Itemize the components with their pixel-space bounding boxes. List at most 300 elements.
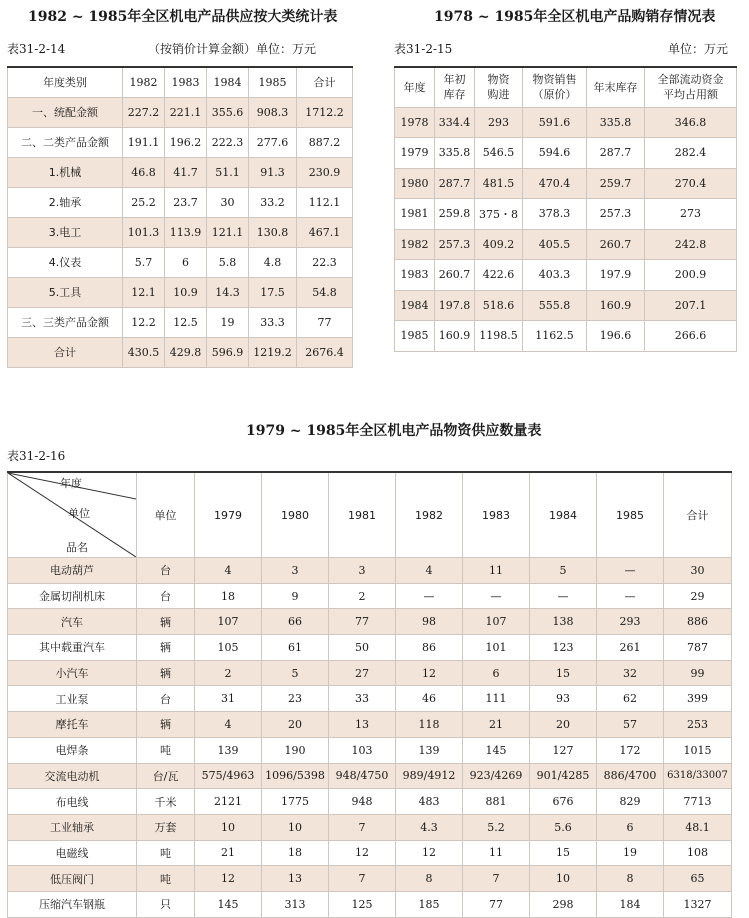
table-16-header-cell: 1983 — [463, 472, 530, 558]
table-14-cell: 1712.2 — [297, 97, 353, 127]
table-16-cell: 77 — [463, 891, 530, 917]
table-14-row-label: 二、二类产品金额 — [8, 127, 123, 157]
table-row — [8, 660, 732, 686]
table-14-cell: 222.3 — [207, 127, 249, 157]
table-16-header-cell: 合计 — [664, 472, 732, 558]
table-row — [8, 635, 732, 661]
table-16-cell: 145 — [463, 737, 530, 763]
table-15-year: 1980 — [395, 168, 435, 199]
table-16-cell: 1775 — [262, 789, 329, 815]
table-row — [8, 789, 732, 815]
table-16-cell: 31 — [195, 686, 262, 712]
table-14-cell: 121.1 — [207, 217, 249, 247]
table-row — [8, 187, 353, 217]
table-15-cell: 197.9 — [587, 260, 645, 291]
table-14-cell: 230.9 — [297, 157, 353, 187]
table-15-cell: 293 — [475, 107, 523, 138]
table-16-item-name: 工业轴承 — [8, 814, 137, 840]
table-16-cell: 10 — [195, 814, 262, 840]
table-16-cell: 3 — [329, 558, 396, 584]
table-16-cell: 101 — [463, 635, 530, 661]
table-15-cell: 378.3 — [523, 199, 587, 230]
table-15-cell: 481.5 — [475, 168, 523, 199]
table-16-cell: 5.2 — [463, 814, 530, 840]
corner-year-label: 年度 — [60, 477, 82, 490]
table-15-cell: 242.8 — [645, 229, 737, 260]
table-16 — [7, 471, 732, 918]
table-15-year: 1979 — [395, 138, 435, 169]
table-14-row-label: 4.仪表 — [8, 247, 123, 277]
table-row — [8, 217, 353, 247]
table-14-cell: 2676.4 — [297, 337, 353, 367]
table-14-cell: 467.1 — [297, 217, 353, 247]
table-16-cell: 123 — [530, 635, 597, 661]
table-16-cell: 787 — [664, 635, 732, 661]
table-row — [8, 840, 732, 866]
table-16-cell: 10 — [262, 814, 329, 840]
table-16-cell: — — [597, 558, 664, 584]
table-14-row-label: 合计 — [8, 337, 123, 367]
table-15-header-line: （原价） — [532, 88, 577, 102]
table-16-header-cell: 1985 — [597, 472, 664, 558]
table-15-cell: 334.4 — [435, 107, 475, 138]
table-15-header-line: 平均占用额 — [663, 88, 718, 102]
table-16-cell: 15 — [530, 660, 597, 686]
table-16-cell: 48.1 — [664, 814, 732, 840]
table-16-cell: — — [530, 583, 597, 609]
table-14-cell: 908.3 — [249, 97, 297, 127]
table-16-unit: 吨 — [137, 737, 195, 763]
table-14-cell: 5.7 — [123, 247, 165, 277]
table-row — [8, 277, 353, 307]
table-15-cell: 1162.5 — [523, 321, 587, 352]
table-15-unit-note: 单位：万元 — [668, 42, 729, 56]
table-16-unit: 台 — [137, 686, 195, 712]
table-16-cell: 107 — [195, 609, 262, 635]
table-14-cell: 41.7 — [165, 157, 207, 187]
table-16-cell: 4 — [396, 558, 463, 584]
table-16-cell: 886 — [664, 609, 732, 635]
table-row — [8, 737, 732, 763]
table-16-unit: 万套 — [137, 814, 195, 840]
table-row — [8, 814, 732, 840]
table-16-cell: 99 — [664, 660, 732, 686]
table-15-year: 1985 — [395, 321, 435, 352]
table-16-unit: 辆 — [137, 635, 195, 661]
table-15-cell: 260.7 — [587, 229, 645, 260]
table-row — [395, 229, 737, 260]
table-16-cell: 15 — [530, 840, 597, 866]
table-16-cell: — — [463, 583, 530, 609]
table-16-cell: 21 — [463, 712, 530, 738]
table-16-unit: 千米 — [137, 789, 195, 815]
table-16-corner-cell — [8, 472, 137, 558]
table-16-cell: 13 — [262, 866, 329, 892]
table-16-cell: 105 — [195, 635, 262, 661]
table-row — [395, 260, 737, 291]
table-16-cell: 6318/33007 — [664, 763, 732, 789]
table-16-unit: 吨 — [137, 840, 195, 866]
table-14-cell: 5.8 — [207, 247, 249, 277]
table-16-cell: 145 — [195, 891, 262, 917]
table-15-header-line: 物资销售 — [532, 73, 577, 87]
table-16-cell: 29 — [664, 583, 732, 609]
table-16-item-name: 其中载重汽车 — [8, 635, 137, 661]
table-16-item-name: 低压阀门 — [8, 866, 137, 892]
table-16-cell: 575/4963 — [195, 763, 262, 789]
table-16-title: 1979 ~ 1985年全区机电产品物资供应数量表 — [246, 423, 542, 439]
table-16-cell: 46 — [396, 686, 463, 712]
table-15-cell: 546.5 — [475, 138, 523, 169]
table-16-cell: — — [396, 583, 463, 609]
table-16-cell: 901/4285 — [530, 763, 597, 789]
table-16-cell: 30 — [664, 558, 732, 584]
table-row — [8, 866, 732, 892]
table-14-cell: 101.3 — [123, 217, 165, 247]
table-14-code: 表31-2-14 — [7, 42, 66, 56]
table-14-cell: 30 — [207, 187, 249, 217]
table-16-cell: — — [597, 583, 664, 609]
table-16-cell: 103 — [329, 737, 396, 763]
table-16-cell: 11 — [463, 840, 530, 866]
table-16-item-name: 金属切削机床 — [8, 583, 137, 609]
table-16-cell: 20 — [262, 712, 329, 738]
table-16-unit: 吨 — [137, 866, 195, 892]
table-16-cell: 57 — [597, 712, 664, 738]
table-14-row-label: 3.电工 — [8, 217, 123, 247]
table-16-cell: 4 — [195, 558, 262, 584]
table-16-header-row — [8, 472, 732, 558]
table-15-cell: 470.4 — [523, 168, 587, 199]
table-15-cell: 197.8 — [435, 290, 475, 321]
table-16-header-cell: 1979 — [195, 472, 262, 558]
table-15-cell: 1198.5 — [475, 321, 523, 352]
table-15-cell: 335.8 — [587, 107, 645, 138]
table-15-cell: 196.6 — [587, 321, 645, 352]
table-14-cell: 25.2 — [123, 187, 165, 217]
table-14-cell: 14.3 — [207, 277, 249, 307]
table-16-cell: 886/4700 — [597, 763, 664, 789]
table-15-cell: 207.1 — [645, 290, 737, 321]
table-16-item-name: 摩托车 — [8, 712, 137, 738]
table-16-cell: 1096/5398 — [262, 763, 329, 789]
table-16-cell: 5.6 — [530, 814, 597, 840]
table-16-item-name: 工业泵 — [8, 686, 137, 712]
table-15-cell: 273 — [645, 199, 737, 230]
table-16-cell: 7 — [329, 866, 396, 892]
table-row — [8, 307, 353, 337]
table-16-cell: 50 — [329, 635, 396, 661]
table-14-row-label: 5.工具 — [8, 277, 123, 307]
table-16-header-cell: 1982 — [396, 472, 463, 558]
table-14-cell: 22.3 — [297, 247, 353, 277]
table-16-cell: 12 — [396, 660, 463, 686]
table-14-cell: 54.8 — [297, 277, 353, 307]
table-16-cell: 8 — [396, 866, 463, 892]
table-16-unit: 辆 — [137, 660, 195, 686]
table-15-header-line: 物资 — [487, 73, 510, 87]
table-row — [8, 583, 732, 609]
table-16-cell: 21 — [195, 840, 262, 866]
table-14-cell: 51.1 — [207, 157, 249, 187]
table-16-unit: 台 — [137, 558, 195, 584]
table-16-cell: 293 — [597, 609, 664, 635]
table-16-cell: 93 — [530, 686, 597, 712]
table-16-cell: 6 — [463, 660, 530, 686]
table-16-cell: 253 — [664, 712, 732, 738]
table-16-unit: 台 — [137, 583, 195, 609]
table-16-cell: 108 — [664, 840, 732, 866]
table-14-cell: 19 — [207, 307, 249, 337]
table-16-cell: 139 — [396, 737, 463, 763]
table-16-item-name: 压缩汽车钢瓶 — [8, 891, 137, 917]
table-14-unit-note: （按销价计算金额）单位：万元 — [148, 42, 317, 56]
table-14-cell: 12.1 — [123, 277, 165, 307]
table-row — [8, 558, 732, 584]
table-15-header-cell — [587, 67, 645, 107]
table-16-cell: 7 — [463, 866, 530, 892]
table-15-cell: 335.8 — [435, 138, 475, 169]
table-14-cell: 33.2 — [249, 187, 297, 217]
table-row — [395, 199, 737, 230]
table-14-cell: 429.8 — [165, 337, 207, 367]
table-15-title: 1978 ~ 1985年全区机电产品购销存情况表 — [434, 9, 716, 25]
table-14-row-label: 一、统配金额 — [8, 97, 123, 127]
table-15-cell: 259.7 — [587, 168, 645, 199]
table-16-cell: 923/4269 — [463, 763, 530, 789]
table-16-cell: 12 — [329, 840, 396, 866]
table-16-cell: 1327 — [664, 891, 732, 917]
table-16-header-cell: 1981 — [329, 472, 396, 558]
table-16-cell: 18 — [195, 583, 262, 609]
table-15-cell: 403.3 — [523, 260, 587, 291]
table-15-header-cell — [645, 67, 737, 107]
table-15-cell: 282.4 — [645, 138, 737, 169]
table-14-header-cell: 1982 — [123, 67, 165, 97]
table-14-cell: 596.9 — [207, 337, 249, 367]
table-16-cell: 33 — [329, 686, 396, 712]
table-15-year: 1983 — [395, 260, 435, 291]
table-14-cell: 77 — [297, 307, 353, 337]
table-15-header-line: 年初 — [443, 73, 466, 87]
table-15-cell: 260.7 — [435, 260, 475, 291]
table-16-cell: 9 — [262, 583, 329, 609]
table-15-cell: 270.4 — [645, 168, 737, 199]
table-14-cell: 887.2 — [297, 127, 353, 157]
table-15-cell: 266.6 — [645, 321, 737, 352]
table-15-year: 1978 — [395, 107, 435, 138]
table-14-cell: 191.1 — [123, 127, 165, 157]
table-row — [8, 337, 353, 367]
table-14-cell: 4.8 — [249, 247, 297, 277]
table-15-header-row — [395, 67, 737, 107]
table-15-header-line: 购进 — [487, 88, 510, 102]
table-15-header-line: 年末库存 — [593, 80, 638, 94]
table-16-header-cell: 1984 — [530, 472, 597, 558]
table-16-cell: 6 — [597, 814, 664, 840]
table-16-cell: 948 — [329, 789, 396, 815]
table-16-item-name: 小汽车 — [8, 660, 137, 686]
table-14-header-cell: 年度类别 — [8, 67, 123, 97]
table-16-cell: 111 — [463, 686, 530, 712]
corner-unit-label: 单位 — [68, 507, 90, 520]
table-16-cell: 261 — [597, 635, 664, 661]
table-14-cell: 196.2 — [165, 127, 207, 157]
table-15-cell: 287.7 — [435, 168, 475, 199]
table-row — [395, 138, 737, 169]
table-14-cell: 33.3 — [249, 307, 297, 337]
table-16-cell: 172 — [597, 737, 664, 763]
table-16-cell: 7 — [329, 814, 396, 840]
table-15-cell: 405.5 — [523, 229, 587, 260]
table-16-cell: 989/4912 — [396, 763, 463, 789]
table-14-cell: 6 — [165, 247, 207, 277]
table-16-unit: 辆 — [137, 609, 195, 635]
table-14-header-row — [8, 67, 353, 97]
table-16-cell: 2 — [329, 583, 396, 609]
table-16-cell: 61 — [262, 635, 329, 661]
table-16-cell: 12 — [195, 866, 262, 892]
table-16-cell: 107 — [463, 609, 530, 635]
table-15-cell: 422.6 — [475, 260, 523, 291]
table-15-cell: 555.8 — [523, 290, 587, 321]
table-16-cell: 23 — [262, 686, 329, 712]
table-16-item-name: 电磁线 — [8, 840, 137, 866]
table-16-cell: 881 — [463, 789, 530, 815]
table-15-cell: 200.9 — [645, 260, 737, 291]
table-15-header-cell — [435, 67, 475, 107]
table-16-cell: 62 — [597, 686, 664, 712]
table-15 — [394, 66, 737, 352]
table-15-header-line: 库存 — [443, 88, 466, 102]
table-16-cell: 13 — [329, 712, 396, 738]
corner-diagonal — [8, 473, 136, 557]
table-16-cell: 5 — [530, 558, 597, 584]
table-16-cell: 298 — [530, 891, 597, 917]
table-16-cell: 399 — [664, 686, 732, 712]
table-14-cell: 355.6 — [207, 97, 249, 127]
table-14 — [7, 66, 353, 368]
table-15-cell: 160.9 — [587, 290, 645, 321]
table-16-cell: 138 — [530, 609, 597, 635]
table-row — [8, 97, 353, 127]
table-16-unit: 只 — [137, 891, 195, 917]
table-14-row-label: 三、三类产品金额 — [8, 307, 123, 337]
table-row — [8, 891, 732, 917]
table-14-row-label: 1.机械 — [8, 157, 123, 187]
table-15-cell: 591.6 — [523, 107, 587, 138]
table-15-year: 1984 — [395, 290, 435, 321]
table-14-cell: 12.2 — [123, 307, 165, 337]
table-15-cell: 257.3 — [587, 199, 645, 230]
table-16-cell: 12 — [396, 840, 463, 866]
table-15-cell: 160.9 — [435, 321, 475, 352]
table-15-cell: 346.8 — [645, 107, 737, 138]
table-row — [395, 290, 737, 321]
table-15-cell: 259.8 — [435, 199, 475, 230]
table-16-cell: 139 — [195, 737, 262, 763]
table-16-cell: 676 — [530, 789, 597, 815]
table-14-cell: 23.7 — [165, 187, 207, 217]
table-15-cell: 409.2 — [475, 229, 523, 260]
table-16-cell: 32 — [597, 660, 664, 686]
table-15-cell: 257.3 — [435, 229, 475, 260]
table-16-cell: 86 — [396, 635, 463, 661]
table-14-title: 1982 ~ 1985年全区机电产品供应按大类统计表 — [28, 9, 338, 25]
table-14-cell: 10.9 — [165, 277, 207, 307]
table-16-cell: 65 — [664, 866, 732, 892]
table-14-cell: 221.1 — [165, 97, 207, 127]
table-14-cell: 130.8 — [249, 217, 297, 247]
table-15-header-cell — [475, 67, 523, 107]
table-16-cell: 10 — [530, 866, 597, 892]
table-15-header-cell — [523, 67, 587, 107]
table-14-cell: 227.2 — [123, 97, 165, 127]
table-15-year: 1982 — [395, 229, 435, 260]
table-14-cell: 277.6 — [249, 127, 297, 157]
table-16-item-name: 电动葫芦 — [8, 558, 137, 584]
table-16-cell: 5 — [262, 660, 329, 686]
table-16-cell: 4 — [195, 712, 262, 738]
table-16-item-name: 布电线 — [8, 789, 137, 815]
table-14-cell: 12.5 — [165, 307, 207, 337]
table-14-row-label: 2.轴承 — [8, 187, 123, 217]
table-16-cell: 27 — [329, 660, 396, 686]
table-15-cell: 518.6 — [475, 290, 523, 321]
table-16-item-name: 电焊条 — [8, 737, 137, 763]
table-16-cell: 7713 — [664, 789, 732, 815]
table-14-cell: 91.3 — [249, 157, 297, 187]
table-15-code: 表31-2-15 — [394, 42, 453, 56]
table-14-header-cell: 合计 — [297, 67, 353, 97]
table-16-cell: 20 — [530, 712, 597, 738]
table-row — [8, 247, 353, 277]
table-row — [395, 168, 737, 199]
corner-name-label: 品名 — [66, 541, 88, 554]
table-16-cell: 77 — [329, 609, 396, 635]
table-16-cell: 184 — [597, 891, 664, 917]
table-16-cell: 18 — [262, 840, 329, 866]
table-16-cell: 948/4750 — [329, 763, 396, 789]
table-row — [8, 686, 732, 712]
table-14-header-cell: 1984 — [207, 67, 249, 97]
table-15-cell: 594.6 — [523, 138, 587, 169]
table-14-cell: 1219.2 — [249, 337, 297, 367]
table-row — [395, 107, 737, 138]
table-16-item-name: 汽车 — [8, 609, 137, 635]
table-16-cell: 313 — [262, 891, 329, 917]
table-16-unit: 台/瓦 — [137, 763, 195, 789]
table-16-cell: 2121 — [195, 789, 262, 815]
table-row — [8, 712, 732, 738]
table-16-header-cell: 1980 — [262, 472, 329, 558]
table-16-cell: 98 — [396, 609, 463, 635]
table-14-header-cell: 1985 — [249, 67, 297, 97]
table-row — [8, 763, 732, 789]
table-16-cell: 66 — [262, 609, 329, 635]
table-row — [8, 157, 353, 187]
table-row — [8, 609, 732, 635]
table-16-unit: 辆 — [137, 712, 195, 738]
table-16-cell: 8 — [597, 866, 664, 892]
table-16-header-cell: 单位 — [137, 472, 195, 558]
table-14-cell: 113.9 — [165, 217, 207, 247]
table-16-cell: 118 — [396, 712, 463, 738]
table-14-header-cell: 1983 — [165, 67, 207, 97]
table-15-year: 1981 — [395, 199, 435, 230]
table-16-cell: 483 — [396, 789, 463, 815]
table-row — [395, 321, 737, 352]
